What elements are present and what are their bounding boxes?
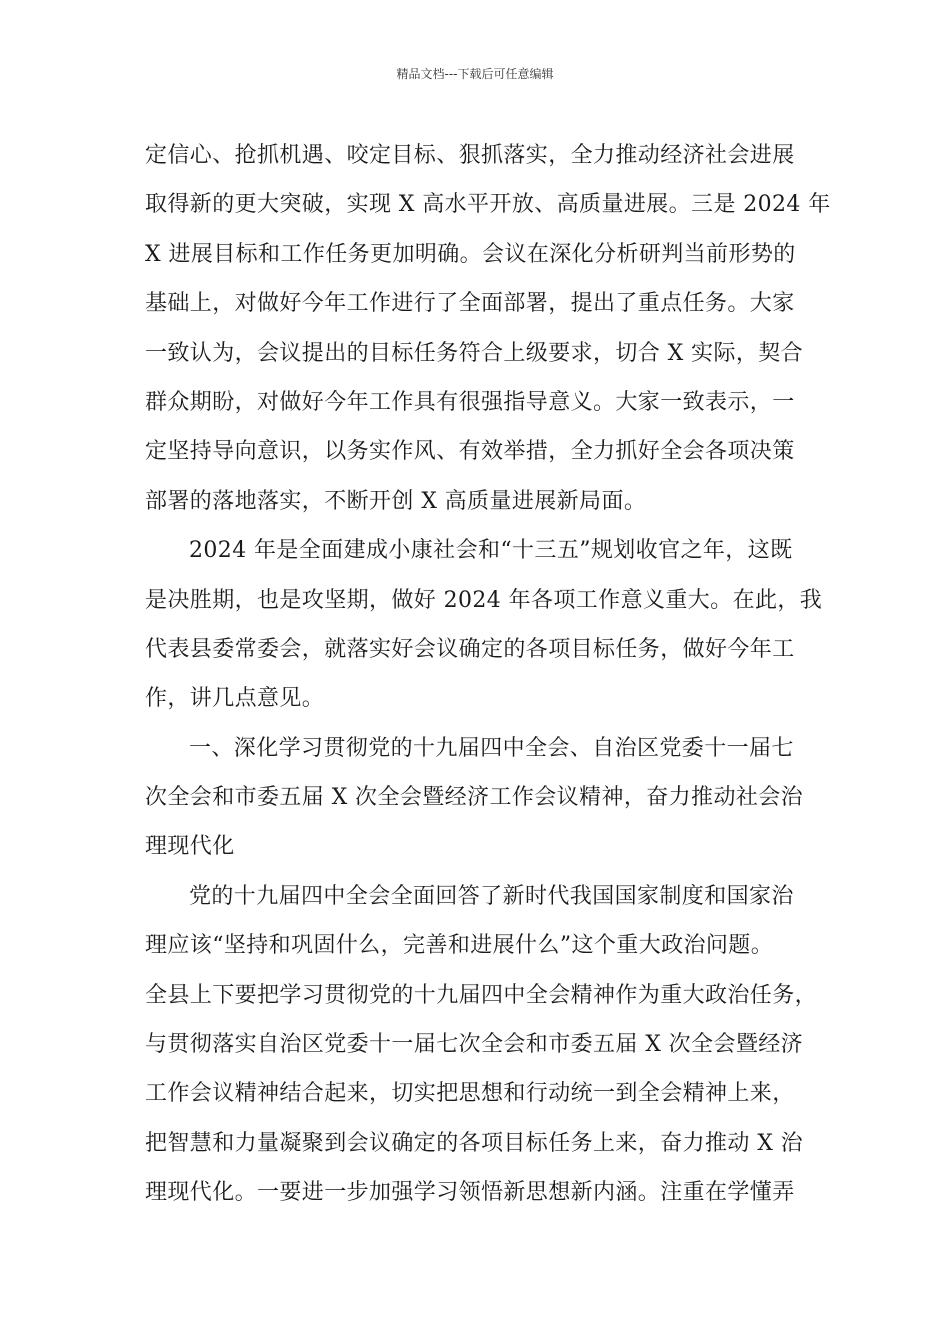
body-line: 一致认为，会议提出的目标任务符合上级要求，切合 X 实际，契合 [145,340,804,366]
body-line: X 进展目标和工作任务更加明确。会议在深化分析研判当前形势的 [145,241,796,267]
section-heading-line: 一、深化学习贯彻党的十九届四中全会、自治区党委十一届七 [189,735,794,761]
paragraph-first-line: 党的十九届四中全会全面回答了新时代我国国家制度和国家治 [189,883,794,909]
paragraph-first-line: 2024 年是全面建成小康社会和“十三五”规划收官之年，这既 [189,538,793,564]
body-line: 全县上下要把学习贯彻党的十九届四中全会精神作为重大政治任务， [145,982,818,1008]
body-line: 工作会议精神结合起来，切实把思想和行动统一到全会精神上来， [145,1081,795,1107]
page-header: 精品文档---下载后可任意编辑 [396,67,554,81]
body-line: 理现代化。一要进一步加强学习领悟新思想新内涵。注重在学懂弄 [145,1180,795,1206]
body-line: 部署的落地落实，不断开创 X 高质量进展新局面。 [145,488,647,514]
body-line: 代表县委常委会，就落实好会议确定的各项目标任务，做好今年工 [145,636,795,662]
section-heading-line: 次全会和市委五届 X 次全会暨经济工作会议精神，奋力推动社会治 [145,785,804,811]
section-heading-line: 理现代化 [145,834,235,860]
body-line: 定信心、抢抓机遇、咬定目标、狠抓落实，全力推动经济社会进展 [145,143,795,168]
body-line: 作，讲几点意见。 [145,686,325,712]
body-line: 群众期盼，对做好今年工作具有很强指导意义。大家一致表示，一 [145,389,795,415]
body-line: 把智慧和力量凝聚到会议确定的各项目标任务上来，奋力推动 X 治 [145,1130,804,1156]
body-line: 基础上，对做好今年工作进行了全面部署，提出了重点任务。大家 [145,291,795,317]
body-line: 定坚持导向意识，以务实作风、有效举措，全力抓好全会各项决策 [145,439,795,465]
body-line: 理应该“坚持和巩固什么，完善和进展什么”这个重大政治问题。 [145,933,774,959]
body-line: 取得新的更大突破，实现 X 高水平开放、高质量进展。三是 2024 年 [145,192,831,218]
body-line: 是决胜期，也是攻坚期，做好 2024 年各项工作意义重大。在此，我 [145,587,823,613]
body-line: 与贯彻落实自治区党委十一届七次全会和市委五届 X 次全会暨经济 [145,1032,804,1058]
document-body [145,131,831,1218]
